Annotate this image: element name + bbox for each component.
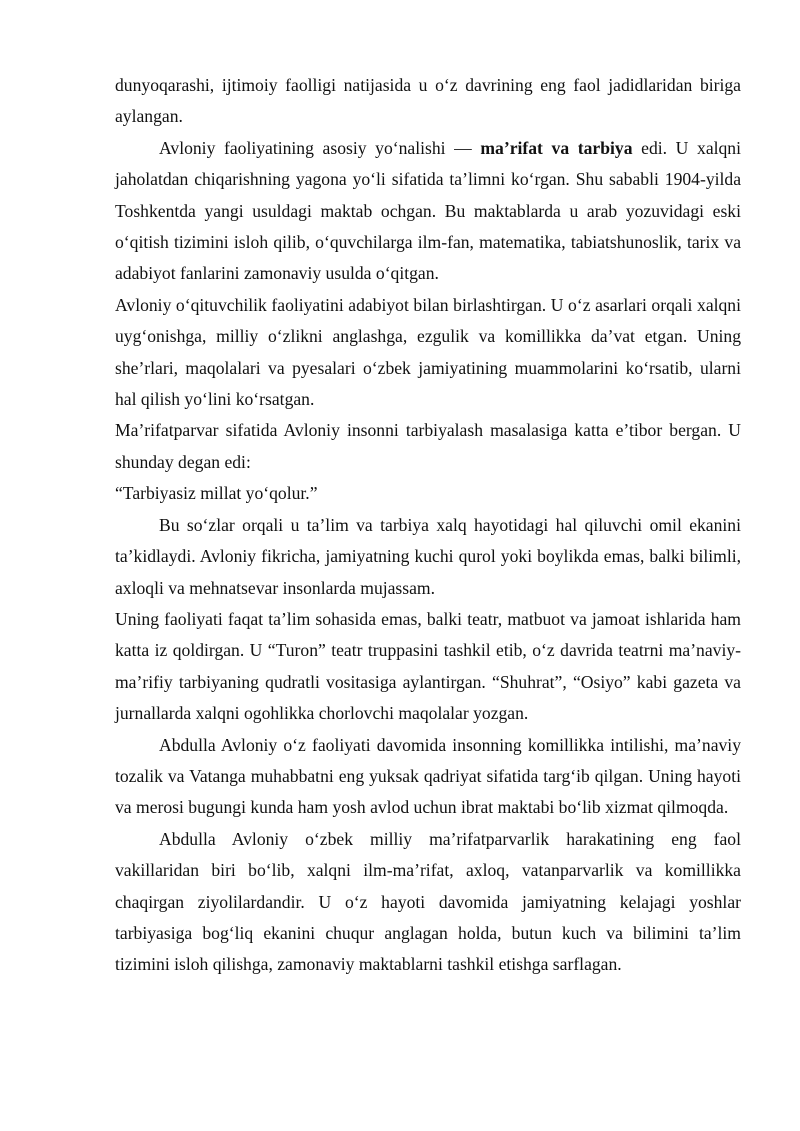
paragraph-main-direction: [115, 133, 741, 290]
paragraph-conclusion: Abdulla Avloniy o‘zbek milliy ma’rifatparvarlik harakatining eng faol vakillaridan biri bo‘lib, xalqni ilm-ma’rifat, axloq, vatanparvarlik va komillikka chaqirgan ziyolilardandir. U o‘z hayoti davomida jamiyatning kelajagi yoshlar tarbiyasiga bog‘liq ekanini chuqur anglagan holda, butun kuch va bilimini ta’lim tizimini isloh qilishga, zamonaviy maktablarni tashkil etishga sarflagan.: [115, 828, 741, 975]
paragraph-quote-meaning: Bu so‘zlar orqali u ta’lim va tarbiya xalq hayotidagi hal qiluvchi omil ekanini ta’kidlaydi. Avloniy fikricha, jamiyatning kuchi qurol yoki boylikda emas, balki bilimli, axloqli va mehnatsevar insonlarda mujassam.: [115, 514, 741, 598]
paragraph-text-after: edi. U xalqni jaholatdan chiqarishning yagona yo‘li sifatida ta’limni ko‘rgan. Shu sababli 1904-yilda Toshkentda yangi usuldagi maktab ochgan. Bu maktablarda u arab yozuvidagi eski o‘qitish tizimini isloh qilib, o‘quvchilarga ilm-fan, matematika, tabiatshunoslik, tarix va adabiyot fanlarini zamonaviy usulda o‘qitgan.: [115, 137, 741, 284]
document-page: [115, 70, 741, 981]
quote: “Tarbiyasiz millat yo‘qolur.”: [115, 483, 318, 504]
paragraph-enlightener: Ma’rifatparvar sifatida Avloniy insonni tarbiyalash masalasiga katta e’tibor bergan. U shunday degan edi:: [115, 420, 741, 472]
bold-emphasis: ma’rifat va tarbiya: [480, 137, 633, 158]
paragraph-legacy: Abdulla Avloniy o‘z faoliyati davomida insonning komillikka intilishi, ma’naviy tozalik va Vatanga muhabbatni eng yuksak qadriyat sifatida targ‘ib qilgan. Uning hayoti va merosi bugungi kunda ham yosh avlod uchun ibrat maktabi bo‘lib xizmat qilmoqda.: [115, 734, 741, 818]
paragraph-continuation: dunyoqarashi, ijtimoiy faolligi natijasida u o‘z davrining eng faol jadidlaridan biriga aylangan.: [115, 75, 741, 127]
paragraph-teaching-literature: Avloniy o‘qituvchilik faoliyatini adabiyot bilan birlashtirgan. U o‘z asarlari orqali xalqni uyg‘onishga, milliy o‘zlikni anglashga, ezgulik va komillikka da’vat etgan. Uning she’rlari, maqolalari va pyesalari o‘zbek jamiyatining muammolarini ko‘rsatib, ularni hal qilish yo‘lini ko‘rsatgan.: [115, 294, 741, 410]
paragraph-theatre-press: Uning faoliyati faqat ta’lim sohasida emas, balki teatr, matbuot va jamoat ishlarida ham katta iz qoldirgan. U “Turon” teatr truppasini tashkil etib, o‘z davrida teatrni ma’naviy-ma’rifiy tarbiyaning qudratli vositasiga aylantirgan. “Shuhrat”, “Osiyo” kabi gazeta va jurnallarda xalqni ogohlikka chorlovchi maqolalar yozgan.: [115, 608, 741, 724]
paragraph-text-before: Avloniy faoliyatining asosiy yo‘nalishi —: [159, 137, 481, 158]
